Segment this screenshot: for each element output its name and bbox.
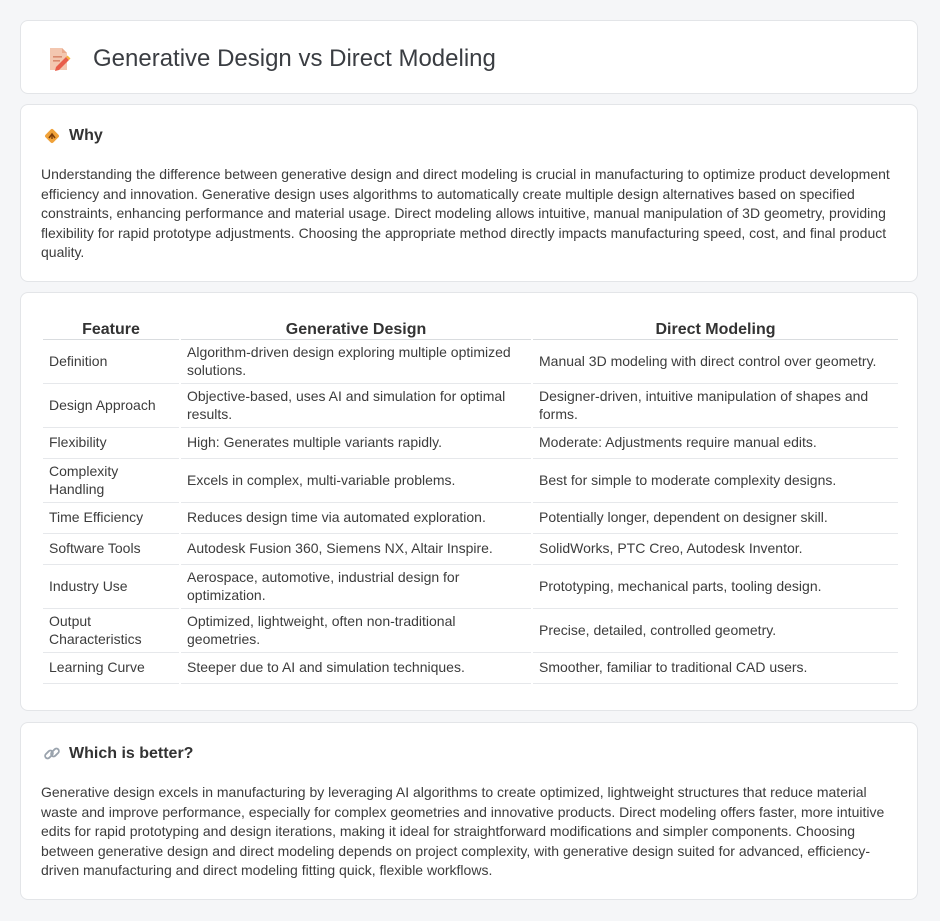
row-feature: Design Approach: [43, 384, 180, 428]
table-row: [43, 609, 898, 653]
table-row: [43, 384, 898, 428]
row-generative: Autodesk Fusion 360, Siemens NX, Altair Inspire.: [180, 534, 532, 565]
which-title: Which is better?: [69, 745, 194, 762]
row-feature: Output Characteristics: [43, 609, 180, 653]
row-generative: Algorithm-driven design exploring multiple optimized solutions.: [180, 340, 532, 384]
comparison-section: [20, 292, 918, 711]
why-heading: [43, 127, 103, 145]
table-row: [43, 503, 898, 534]
comparison-table: [43, 313, 898, 684]
row-generative: Steeper due to AI and simulation techniques.: [180, 653, 532, 684]
row-generative: Excels in complex, multi-variable problems.: [180, 459, 532, 503]
header-feature: Feature: [43, 313, 180, 340]
table-row: [43, 340, 898, 384]
why-section: [20, 104, 918, 282]
why-text: Understanding the difference between generative design and direct modeling is crucial in manufacturing to optimize product development efficiency and innovation. Generative design uses algorithms to automatically create multiple design alternatives based on specified constraints, enhancing performance and material usage. Direct modeling allows intuitive, manual manipulation of 3D geometry, providing flexibility for rapid prototype adjustments. Choosing the appropriate method directly impacts manufacturing speed, cost, and final product quality.: [41, 166, 890, 260]
document-pencil-icon: [47, 46, 71, 72]
table-row: [43, 653, 898, 684]
link-icon: [43, 745, 61, 763]
row-feature: Definition: [43, 340, 180, 384]
why-title: Why: [69, 127, 103, 144]
diamond-sign-icon: [43, 127, 61, 145]
row-feature: Software Tools: [43, 534, 180, 565]
page-title: Generative Design vs Direct Modeling: [93, 45, 496, 72]
row-feature: Time Efficiency: [43, 503, 180, 534]
row-direct: Best for simple to moderate complexity designs.: [532, 459, 898, 503]
row-generative: Objective-based, uses AI and simulation for optimal results.: [180, 384, 532, 428]
row-feature: Industry Use: [43, 565, 180, 609]
row-generative: Reduces design time via automated exploration.: [180, 503, 532, 534]
row-direct: Smoother, familiar to traditional CAD users.: [532, 653, 898, 684]
which-section: [20, 722, 918, 900]
row-direct: Precise, detailed, controlled geometry.: [532, 609, 898, 653]
row-direct: Designer-driven, intuitive manipulation of shapes and forms.: [532, 384, 898, 428]
title-card: [20, 20, 918, 94]
row-feature: Flexibility: [43, 428, 180, 459]
row-direct: Potentially longer, dependent on designer skill.: [532, 503, 898, 534]
which-heading: [43, 745, 193, 763]
row-feature: Complexity Handling: [43, 459, 180, 503]
table-row: [43, 565, 898, 609]
header-generative: Generative Design: [180, 313, 532, 340]
row-direct: SolidWorks, PTC Creo, Autodesk Inventor.: [532, 534, 898, 565]
which-text: Generative design excels in manufacturing by leveraging AI algorithms to create optimized, lightweight structures that reduce material waste and improve performance, especially for complex geometries and innovative products. Direct modeling offers faster, more intuitive edits for rapid prototyping and design iterations, making it ideal for straightforward modifications and simpler components. Choosing between generative design and direct modeling depends on project complexity, with generative design suited for advanced, efficiency-driven manufacturing and direct modeling fitting quick, flexible workflows.: [41, 784, 885, 878]
table-row: [43, 534, 898, 565]
table-header-row: [43, 313, 898, 340]
row-generative: Aerospace, automotive, industrial design for optimization.: [180, 565, 532, 609]
table-row: [43, 428, 898, 459]
row-direct: Prototyping, mechanical parts, tooling design.: [532, 565, 898, 609]
row-direct: Moderate: Adjustments require manual edits.: [532, 428, 898, 459]
header-direct: Direct Modeling: [532, 313, 898, 340]
row-generative: High: Generates multiple variants rapidly.: [180, 428, 532, 459]
table-row: [43, 459, 898, 503]
row-direct: Manual 3D modeling with direct control over geometry.: [532, 340, 898, 384]
row-feature: Learning Curve: [43, 653, 180, 684]
row-generative: Optimized, lightweight, often non-traditional geometries.: [180, 609, 532, 653]
